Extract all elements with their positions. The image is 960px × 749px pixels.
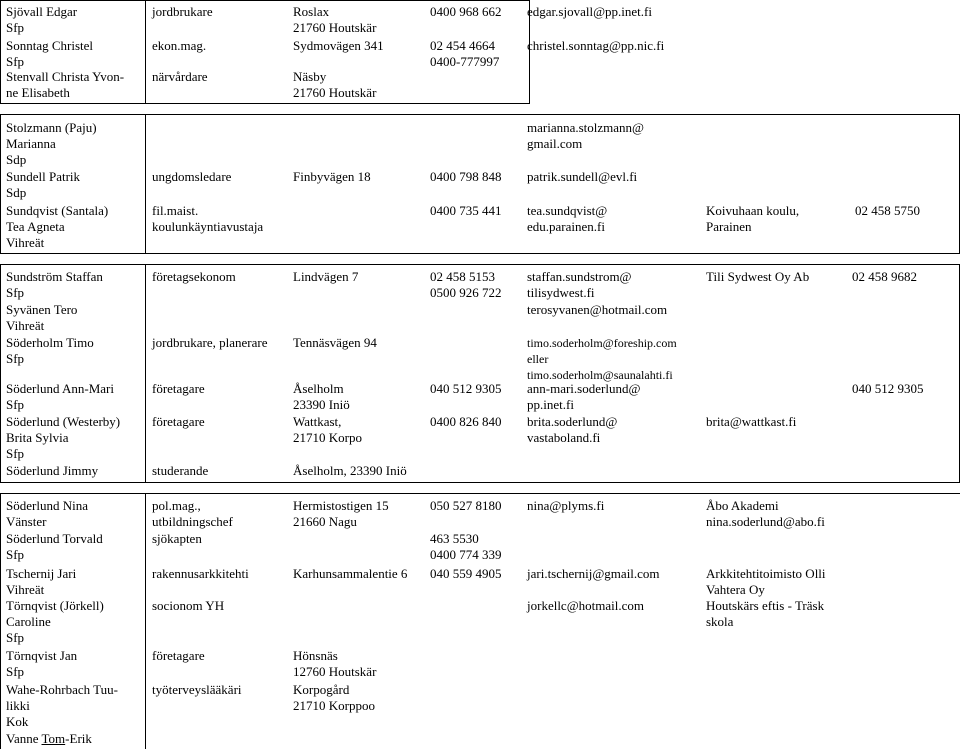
person-name: Söderlund Nina Vänster xyxy=(6,498,88,529)
occupation: jordbrukare, planerare xyxy=(152,335,268,350)
phone: 040 512 9305 xyxy=(430,381,502,396)
person-name: Tschernij Jari Vihreät xyxy=(6,566,77,597)
email[interactable]: marianna.stolzmann@ gmail.com xyxy=(527,120,645,151)
person-name xyxy=(6,731,92,747)
employer: Tili Sydwest Oy Ab xyxy=(706,269,810,284)
column-divider xyxy=(145,0,146,104)
person-name: Söderlund Jimmy xyxy=(6,463,99,478)
email[interactable]: terosyvanen@hotmail.com xyxy=(527,302,668,317)
person-name: Sundell Patrik Sdp xyxy=(6,169,81,200)
email[interactable]: christel.sonntag@pp.nic.fi xyxy=(527,38,665,53)
person-name: Stenvall Christa Yvon- ne Elisabeth xyxy=(6,69,125,100)
address: Hermistostigen 15 21660 Nagu xyxy=(293,498,389,529)
phone: 02 458 5153 0500 926 722 xyxy=(430,269,502,300)
phone: 0400 735 441 xyxy=(430,203,502,218)
address: Näsby 21760 Houtskär xyxy=(293,69,377,100)
email[interactable]: ann-mari.soderlund@ pp.inet.fi xyxy=(527,381,641,412)
occupation: företagare xyxy=(152,648,205,663)
phone: 0400 798 848 xyxy=(430,169,502,184)
person-name: Sundqvist (Santala) Tea Agneta Vihreät xyxy=(6,203,109,250)
email[interactable]: edgar.sjovall@pp.inet.fi xyxy=(527,4,652,19)
work-phone: 02 458 5750 xyxy=(855,203,920,218)
occupation: fil.maist. koulunkäyntiavustaja xyxy=(152,203,264,234)
name-part: Vanne xyxy=(6,731,42,746)
occupation: jordbrukare xyxy=(152,4,213,19)
phone: 050 527 8180 xyxy=(430,498,502,513)
address: Finbyvägen 18 xyxy=(293,169,371,184)
phone: 0400 826 840 xyxy=(430,414,502,429)
column-divider xyxy=(145,114,146,254)
address: Karhunsammalentie 6 xyxy=(293,566,408,581)
address: Hönsnäs 12760 Houtskär xyxy=(293,648,377,679)
phone: 040 559 4905 xyxy=(430,566,502,581)
person-name: Sonntag Christel Sfp xyxy=(6,38,94,69)
occupation: rakennusarkkitehti xyxy=(152,566,249,581)
person-name: Stolzmann (Paju) Marianna Sdp xyxy=(6,120,97,167)
name-part-underlined: Tom xyxy=(41,731,66,746)
occupation: työterveyslääkäri xyxy=(152,682,242,697)
employer-email[interactable]: brita@wattkast.fi xyxy=(706,414,797,429)
email[interactable]: brita.soderlund@ vastaboland.fi xyxy=(527,414,618,445)
name-part: -Erik xyxy=(65,731,92,746)
occupation: sjökapten xyxy=(152,531,202,546)
occupation: ekon.mag. xyxy=(152,38,207,53)
work-phone: 02 458 9682 xyxy=(852,269,917,284)
person-name: Söderlund (Westerby) Brita Sylvia Sfp xyxy=(6,414,121,461)
address: Wattkast, 21710 Korpo xyxy=(293,414,362,445)
column-divider xyxy=(145,264,146,483)
email[interactable]: tea.sundqvist@ edu.parainen.fi xyxy=(527,203,608,234)
email[interactable]: staffan.sundstrom@ tilisydwest.fi xyxy=(527,269,632,300)
occupation: företagsekonom xyxy=(152,269,236,284)
employer: Åbo Akademi nina.soderlund@abo.fi xyxy=(706,498,825,529)
address: Tennäsvägen 94 xyxy=(293,335,377,350)
employer: Houtskärs eftis - Träsk skola xyxy=(706,598,825,629)
address: Åselholm 23390 Iniö xyxy=(293,381,350,412)
phone: 02 454 4664 0400-777997 xyxy=(430,38,500,69)
phone: 0400 968 662 xyxy=(430,4,502,19)
occupation: socionom YH xyxy=(152,598,225,613)
employer: Koivuhaan koulu, Parainen xyxy=(706,203,800,234)
address: Roslax 21760 Houtskär xyxy=(293,4,377,35)
employer: Arkkitehtitoimisto Olli Vahtera Oy xyxy=(706,566,826,597)
address: Lindvägen 7 xyxy=(293,269,359,284)
address: Korpogård 21710 Korppoo xyxy=(293,682,375,713)
occupation: pol.mag., utbildningschef xyxy=(152,498,233,529)
address: Åselholm, 23390 Iniö xyxy=(293,463,407,478)
person-name: Söderlund Torvald Sfp xyxy=(6,531,103,562)
email[interactable]: jari.tschernij@gmail.com xyxy=(527,566,660,581)
person-name: Wahe-Rohrbach Tuu- likki Kok xyxy=(6,682,118,729)
email[interactable]: patrik.sundell@evl.fi xyxy=(527,169,638,184)
column-divider xyxy=(145,493,146,749)
occupation: företagare xyxy=(152,381,205,396)
person-name: Sundström Staffan Sfp xyxy=(6,269,103,300)
person-name: Törnqvist Jan Sfp xyxy=(6,648,78,679)
work-phone: 040 512 9305 xyxy=(852,381,924,396)
occupation: företagare xyxy=(152,414,205,429)
phone: 463 5530 0400 774 339 xyxy=(430,531,502,562)
occupation: närvårdare xyxy=(152,69,208,84)
person-name: Syvänen Tero Vihreät xyxy=(6,302,78,333)
occupation: ungdomsledare xyxy=(152,169,232,184)
person-name: Söderlund Ann-Mari Sfp xyxy=(6,381,114,412)
address: Sydmovägen 341 xyxy=(293,38,384,53)
email[interactable]: timo.soderholm@foreship.com eller timo.soderholm@saunalahti.fi xyxy=(527,336,677,382)
person-name: Söderholm Timo Sfp xyxy=(6,335,94,366)
occupation: studerande xyxy=(152,463,209,478)
person-name: Sjövall Edgar Sfp xyxy=(6,4,78,35)
person-name: Törnqvist (Jörkell) Caroline Sfp xyxy=(6,598,104,645)
email[interactable]: nina@plyms.fi xyxy=(527,498,605,513)
email[interactable]: jorkellc@hotmail.com xyxy=(527,598,645,613)
